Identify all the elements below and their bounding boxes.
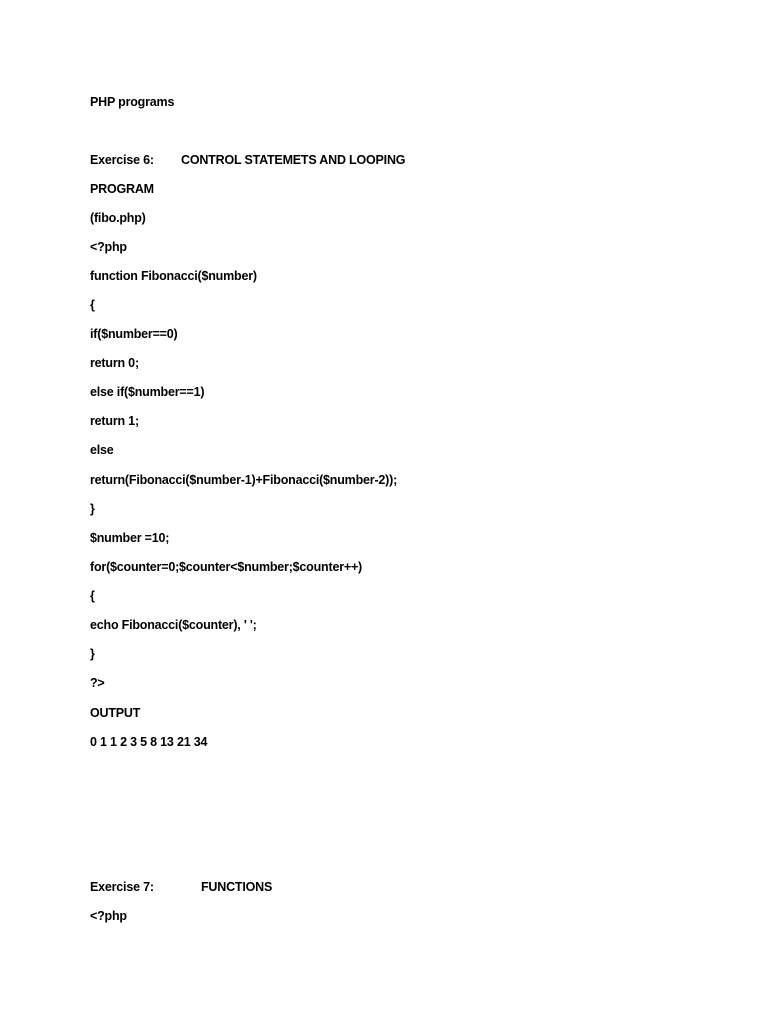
- code-line: if($number==0): [90, 327, 178, 341]
- code-line: else: [90, 443, 114, 457]
- code-line: return 0;: [90, 356, 139, 370]
- exercise-7-label: Exercise 7:: [90, 880, 154, 894]
- code-line: {: [90, 298, 95, 312]
- output-label: OUTPUT: [90, 706, 141, 720]
- exercise-7-title: FUNCTIONS: [201, 880, 273, 894]
- code-line: echo Fibonacci($counter), ' ';: [90, 618, 257, 632]
- code-line: ?>: [90, 676, 105, 690]
- exercise-6-title: CONTROL STATEMETS AND LOOPING: [181, 153, 406, 167]
- program-filename: (fibo.php): [90, 211, 146, 225]
- code-line: return 1;: [90, 414, 139, 428]
- exercise-7-code-line: <?php: [90, 909, 127, 923]
- code-line: }: [90, 647, 95, 661]
- code-line: function Fibonacci($number): [90, 269, 257, 283]
- document-header: PHP programs: [90, 95, 175, 109]
- code-line: <?php: [90, 240, 127, 254]
- code-line: for($counter=0;$counter<$number;$counter++): [90, 560, 363, 574]
- exercise-6-label: Exercise 6:: [90, 153, 154, 167]
- code-line: {: [90, 589, 95, 603]
- program-label: PROGRAM: [90, 182, 154, 196]
- code-line: $number =10;: [90, 531, 170, 545]
- code-line: return(Fibonacci($number-1)+Fibonacci($number-2));: [90, 473, 398, 487]
- code-line: else if($number==1): [90, 385, 205, 399]
- output-value: 0 1 1 2 3 5 8 13 21 34: [90, 735, 208, 749]
- code-line: }: [90, 502, 95, 516]
